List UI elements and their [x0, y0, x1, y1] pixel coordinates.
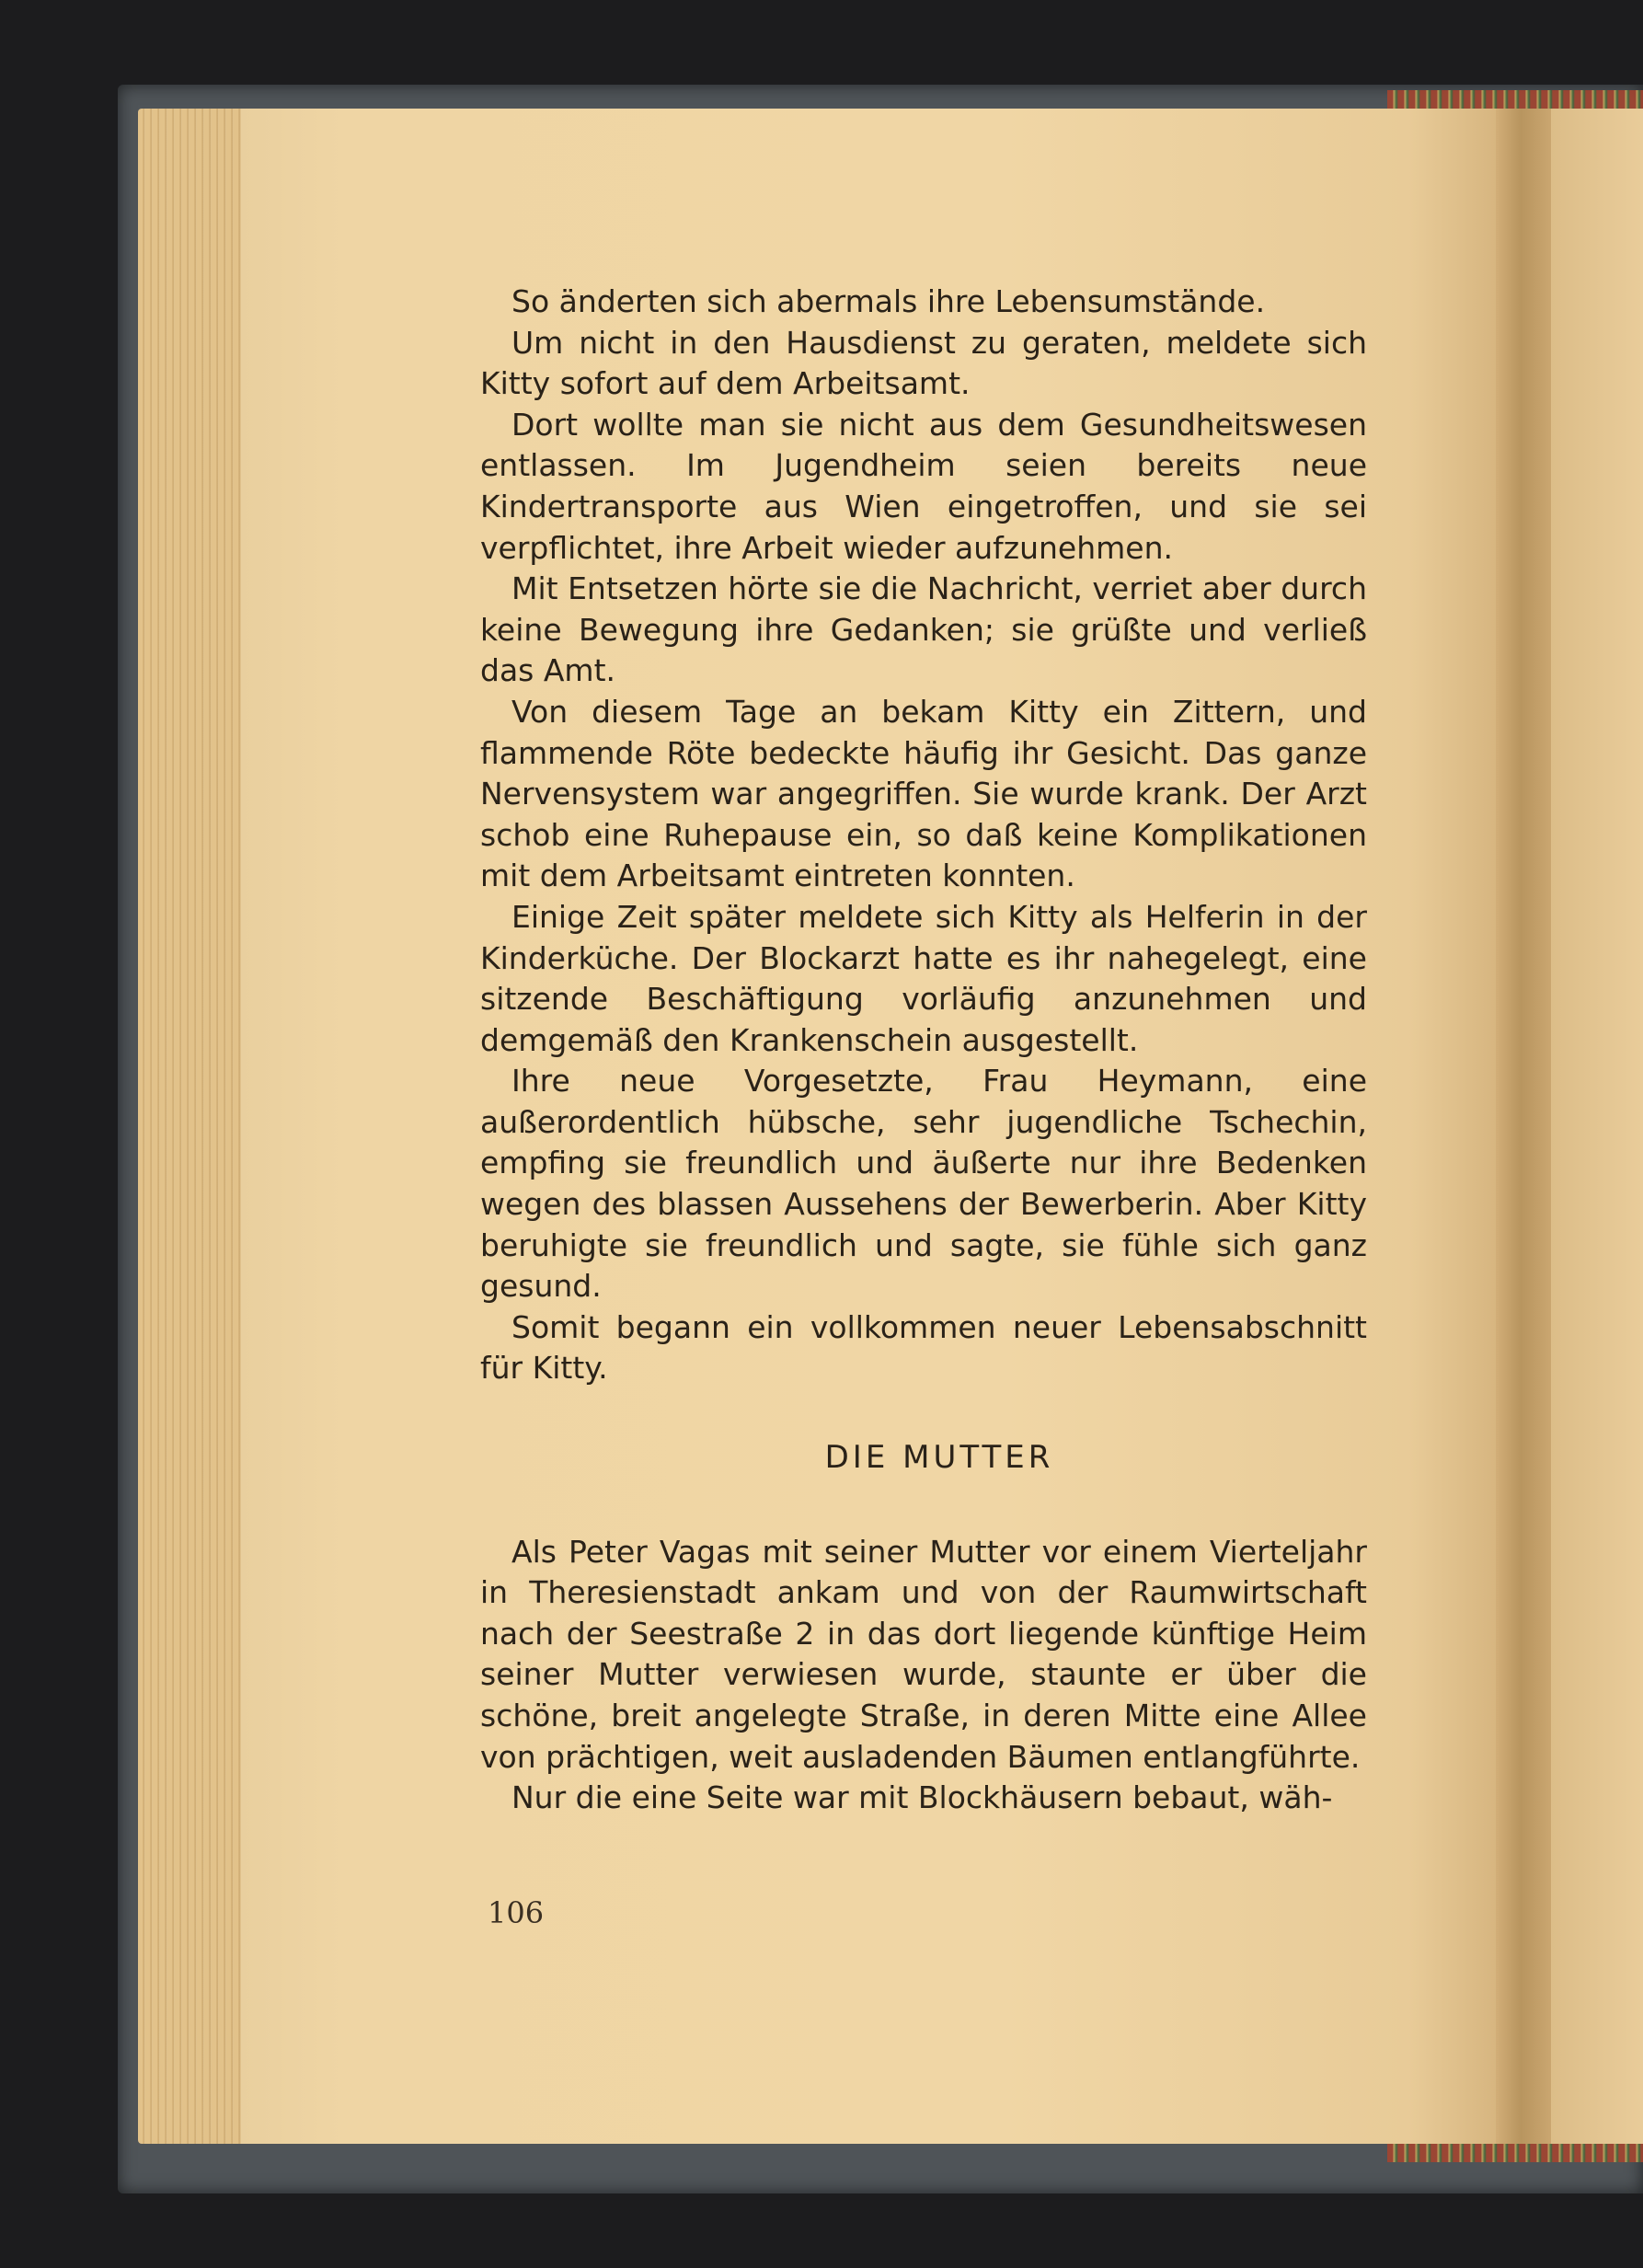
headband-bottom	[1387, 2144, 1643, 2162]
paragraph: Nur die eine Seite war mit Blockhäusern bebaut, wäh-	[511, 1779, 1333, 1816]
paragraph: Dort wollte man sie nicht aus dem Gesundheitswesen entlassen. Im Jugendheim seien bereits neue Kindertransporte aus Wien eingetroffen, und sie sei verpflichtet, ihre Arbeit wieder aufzunehmen.	[480, 406, 1367, 566]
section-heading: DIE MUTTER	[824, 1439, 1054, 1477]
page-number: 106	[488, 1895, 545, 1930]
paragraph: Von diesem Tage an bekam Kitty ein Zittern, und flammende Röte bedeckte häufig ihr Gesicht. Das ganze Nervensystem war angegriffen. Sie wurde krank. Der Arzt schob eine Ruhepause ein, so daß keine Komplikationen mit dem Arbeitsamt eintreten konnten.	[480, 693, 1367, 894]
page-text	[480, 282, 1367, 1819]
paragraph: So änderten sich abermals ihre Lebensumstände.	[511, 283, 1266, 319]
paragraph: Ihre neue Vorgesetzte, Frau Heymann, eine außerordentlich hübsche, sehr jugendliche Tschechin, empfing sie freundlich und äußerte nur ihre Bedenken wegen des blassen Aussehens der Bewerberin. Aber Kitty beruhigte sie freundlich und sagte, sie fühle sich ganz gesund.	[480, 1063, 1367, 1305]
page-edges	[138, 109, 248, 2144]
paragraph: Mit Entsetzen hörte sie die Nachricht, verriet aber durch keine Bewegung ihre Gedanken; sie grüßte und verließ das Amt.	[480, 570, 1367, 689]
right-page-edge	[1551, 109, 1643, 2144]
paragraph: Einige Zeit später meldete sich Kitty als Helferin in der Kinderküche. Der Blockarzt hatte es ihr nahegelegt, eine sitzende Beschäftigung vorläufig anzunehmen und demgemäß den Krankenschein ausgestellt.	[480, 898, 1367, 1058]
paragraph: Um nicht in den Hausdienst zu geraten, meldete sich Kitty sofort auf dem Arbeitsamt.	[480, 324, 1367, 402]
paragraph: Somit begann ein vollkommen neuer Lebensabschnitt für Kitty.	[480, 1308, 1367, 1387]
book-gutter	[1496, 109, 1551, 2144]
paragraph: Als Peter Vagas mit seiner Mutter vor einem Vierteljahr in Theresienstadt ankam und von der Raumwirtschaft nach der Seestraße 2 in das dort liegende künftige Heim seiner Mutter verwiesen wurde, staunte er über die schöne, breit angelegte Straße, in deren Mitte eine Allee von prächtigen, weit ausladenden Bäumen entlangführte.	[480, 1533, 1367, 1775]
headband-top	[1387, 90, 1643, 110]
